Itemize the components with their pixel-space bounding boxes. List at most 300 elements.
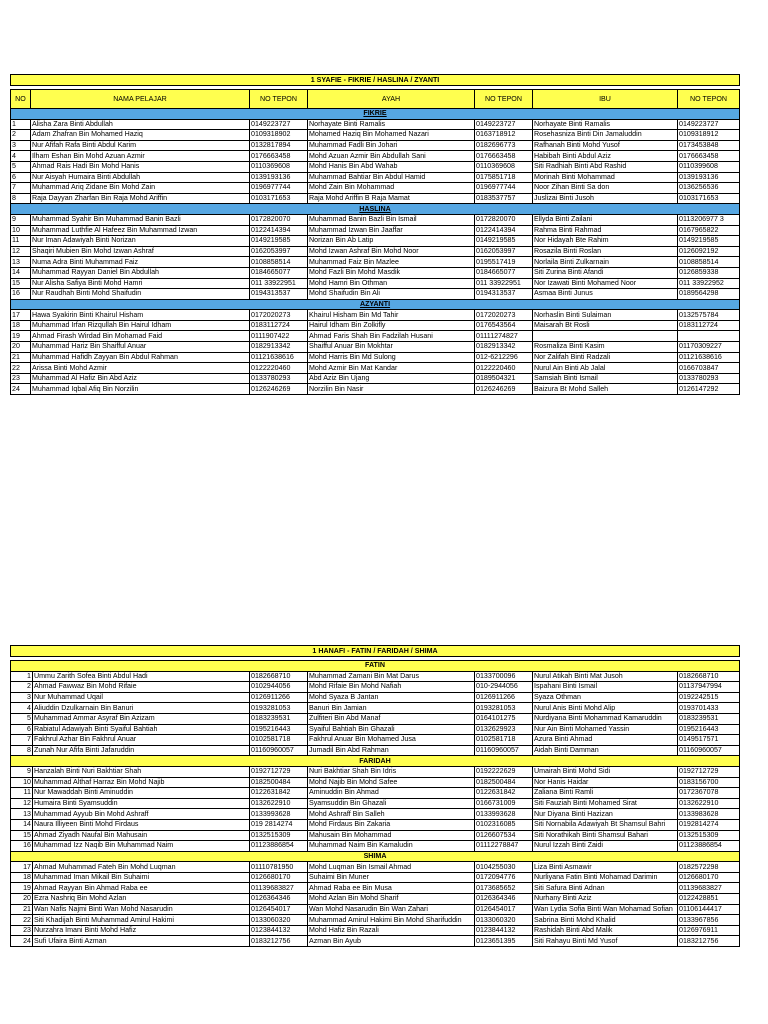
mother-phone: 01137947994 xyxy=(678,682,740,693)
mother-name: Asmaa Binti Junus xyxy=(533,289,678,300)
student-name: Muhammad Al Hafiz Bin Abd Aziz xyxy=(31,373,250,384)
mother-phone: 0126092192 xyxy=(678,246,740,257)
mother-name: Habibah Binti Abdul Aziz xyxy=(533,151,678,162)
table-row xyxy=(11,703,740,714)
student-name: Ilham Eshan Bin Mohd Azuan Azmir xyxy=(31,151,250,162)
table-row xyxy=(11,373,740,384)
mother-phone: 0139193136 xyxy=(678,172,740,183)
student-phone: 019 2814274 xyxy=(250,819,308,830)
mother-name: Rosazila Binti Roslan xyxy=(533,246,678,257)
student-no: 2 xyxy=(11,130,31,141)
student-phone: 0102581718 xyxy=(250,735,308,746)
mother-name: Nurul Anis Binti Mohd Alip xyxy=(533,703,678,714)
table-row xyxy=(11,257,740,268)
mother-name: Rashidah Binti Abd Malik xyxy=(533,925,678,936)
student-no: 6 xyxy=(11,724,33,735)
student-name: Muhammad Hariz Bin Shaifful Anuar xyxy=(31,342,250,353)
mother-phone: 01123886854 xyxy=(678,841,740,852)
mother-phone: 0126147292 xyxy=(678,384,740,395)
table-row xyxy=(11,320,740,331)
mother-name: Nurul Atikah Binti Mat Jusoh xyxy=(533,671,678,682)
student-phone: 0132817894 xyxy=(250,140,308,151)
father-name: Mohd Harris Bin Md Sulong xyxy=(308,352,475,363)
mother-phone: 0149223727 xyxy=(678,119,740,130)
group-name: FATIN xyxy=(11,661,740,672)
student-name: Arissa Binti Mohd Azmir xyxy=(31,363,250,374)
student-name: Nur Raudhah Binti Mohd Shaifudin xyxy=(31,289,250,300)
student-name: Nur Mawaddah Binti Aminuddin xyxy=(33,788,250,799)
mother-phone: 0126680170 xyxy=(678,872,740,883)
table-row xyxy=(11,246,740,257)
table-row xyxy=(11,809,740,820)
student-name: Ahmad Firash Wirdad Bin Mohamad Faid xyxy=(31,331,250,342)
student-phone: 0194313537 xyxy=(250,289,308,300)
father-phone: 0123844132 xyxy=(475,925,533,936)
table-row xyxy=(11,777,740,788)
table-title-row xyxy=(11,646,740,657)
student-no: 5 xyxy=(11,161,31,172)
table-row xyxy=(11,872,740,883)
mother-phone: 0132622910 xyxy=(678,798,740,809)
student-no: 5 xyxy=(11,713,33,724)
father-name: Ahmad Raba ee Bin Musa xyxy=(308,883,475,894)
student-phone: 01110781950 xyxy=(250,862,308,873)
student-name: Muhammad Althaf Harraz Bin Mohd Najib xyxy=(33,777,250,788)
mother-name: Nur Ain Binti Mohamed Yassin xyxy=(533,724,678,735)
mother-phone: 0126976911 xyxy=(678,925,740,936)
student-phone: 0162053997 xyxy=(250,246,308,257)
student-no: 7 xyxy=(11,183,31,194)
group-name: FARIDAH xyxy=(11,756,740,767)
student-no: 12 xyxy=(11,246,31,257)
father-name: Muhammad Bahtiar Bin Abdul Hamid xyxy=(308,172,475,183)
mother-name: Siti Radhiah Binti Abd Rashid xyxy=(533,161,678,172)
father-name: Ahmad Faris Shah Bin Fadzilah Husani xyxy=(308,331,475,342)
father-name: Mohd Hamri Bin Othman xyxy=(308,278,475,289)
father-phone: 0182913342 xyxy=(475,342,533,353)
father-phone: 0173685652 xyxy=(475,883,533,894)
student-name: Ummu Zarith Sofea Binti Abdul Hadi xyxy=(33,671,250,682)
student-no: 8 xyxy=(11,745,33,756)
student-name: Muhammad Iqbal Afiq Bin Norzilin xyxy=(31,384,250,395)
mother-phone: 0122428851 xyxy=(678,894,740,905)
mother-name: Norhayate Binti Ramalis xyxy=(533,119,678,130)
mother-phone: 0192814274 xyxy=(678,819,740,830)
mother-name: Nor Zalifah Binti Radzali xyxy=(533,352,678,363)
mother-name: Aidah Binti Damman xyxy=(533,745,678,756)
father-name: Khairul Hisham Bin Md Tahir xyxy=(308,310,475,321)
mother-name: Wan Lydia Sofia Binti Wan Mohamad Sofian xyxy=(533,904,678,915)
student-no: 11 xyxy=(11,236,31,247)
student-no: 12 xyxy=(11,798,33,809)
mother-phone: 01121638616 xyxy=(678,352,740,363)
student-name: Muhammad Rayyan Daniel Bin Abdullah xyxy=(31,267,250,278)
table-row xyxy=(11,724,740,735)
student-no: 16 xyxy=(11,289,31,300)
father-name: Jumadil Bin Abd Rahman xyxy=(308,745,475,756)
group-header-row xyxy=(11,299,740,310)
father-phone: 0182500484 xyxy=(475,777,533,788)
mother-name: Nor Hanis Haidar xyxy=(533,777,678,788)
mother-phone: 0176663458 xyxy=(678,151,740,162)
father-phone: 0196977744 xyxy=(475,183,533,194)
student-no: 22 xyxy=(11,915,33,926)
father-phone: 0175851718 xyxy=(475,172,533,183)
mother-name: Nor Hidayah Bte Rahim xyxy=(533,236,678,247)
table-row xyxy=(11,713,740,724)
student-phone: 0172020273 xyxy=(250,310,308,321)
table-row xyxy=(11,925,740,936)
mother-name: Siti Norathikah Binti Shamsul Bahari xyxy=(533,830,678,841)
student-phone: 0149223727 xyxy=(250,119,308,130)
mother-name: Liza Binti Asmawir xyxy=(533,862,678,873)
father-name: Mohd Azuan Azmir Bin Abdullah Sani xyxy=(308,151,475,162)
father-phone: 0176663458 xyxy=(475,151,533,162)
father-phone: 0176543564 xyxy=(475,320,533,331)
father-phone: 0104255030 xyxy=(475,862,533,873)
father-phone: 012-6212296 xyxy=(475,352,533,363)
student-name: Nur Aisyah Humaira Binti Abdullah xyxy=(31,172,250,183)
student-no: 17 xyxy=(11,862,33,873)
student-no: 15 xyxy=(11,278,31,289)
table-row xyxy=(11,172,740,183)
student-name: Muhammad Izz Naqib Bin Muhammad Naim xyxy=(33,841,250,852)
father-phone: 0123651395 xyxy=(475,936,533,947)
student-name: Hanzalah Binti Nuri Bakhtiar Shah xyxy=(33,766,250,777)
father-phone: 0172094776 xyxy=(475,872,533,883)
mother-name: Juslizai Binti Jusoh xyxy=(533,193,678,204)
mother-phone: 0108858514 xyxy=(678,257,740,268)
student-phone: 0183239531 xyxy=(250,713,308,724)
father-phone: 0182696773 xyxy=(475,140,533,151)
student-no: 4 xyxy=(11,151,31,162)
student-no: 6 xyxy=(11,172,31,183)
father-phone: 0163718912 xyxy=(475,130,533,141)
student-name: Naura Illiyeen Binti Mohd Firdaus xyxy=(33,819,250,830)
mother-phone: 0133780293 xyxy=(678,373,740,384)
student-name: Nurzahra Imani Binti Mohd Hafiz xyxy=(33,925,250,936)
father-phone: 0102581718 xyxy=(475,735,533,746)
father-phone: 0194313537 xyxy=(475,289,533,300)
father-name: Mohd Syaza B Jantan xyxy=(308,692,475,703)
student-name: Muhammad Ariq Zidane Bin Mohd Zain xyxy=(31,183,250,194)
table-row xyxy=(11,841,740,852)
father-phone: 0172820070 xyxy=(475,214,533,225)
mother-phone: 0110399608 xyxy=(678,161,740,172)
table-row xyxy=(11,352,740,363)
father-name: Aminuddin Bin Ahmad xyxy=(308,788,475,799)
class-table-1-syafie xyxy=(10,74,740,395)
student-phone: 0132622910 xyxy=(250,798,308,809)
mother-name: Siti Safura Binti Adnan xyxy=(533,883,678,894)
student-phone: 0182913342 xyxy=(250,342,308,353)
student-no: 14 xyxy=(11,267,31,278)
student-name: Nur Afifah Rafa Binti Abdul Karim xyxy=(31,140,250,151)
table-row xyxy=(11,819,740,830)
father-phone: 0193281053 xyxy=(475,703,533,714)
table-row xyxy=(11,267,740,278)
class-table-2-hanafi xyxy=(10,645,740,947)
table-row xyxy=(11,289,740,300)
mother-phone: 0149517571 xyxy=(678,735,740,746)
student-name: Ahmad Ziyadh Naufal Bin Mahusain xyxy=(33,830,250,841)
group-header-row xyxy=(11,756,740,767)
student-name: Humaira Binti Syamsuddin xyxy=(33,798,250,809)
father-phone: 0184665077 xyxy=(475,267,533,278)
table-row xyxy=(11,278,740,289)
father-name: Muhammad Faiz Bin Mazlee xyxy=(308,257,475,268)
student-no: 3 xyxy=(11,140,31,151)
mother-name: Samsiah Binti Ismail xyxy=(533,373,678,384)
group-name: HASLINA xyxy=(11,204,740,215)
student-name: Wan Nafis Najmi Binti Wan Mohd Nasarudin xyxy=(33,904,250,915)
student-phone: 0196977744 xyxy=(250,183,308,194)
student-phone: 0103171653 xyxy=(250,193,308,204)
table-row xyxy=(11,915,740,926)
student-name: Muhammad Syahir Bin Muhammad Banin Bazli xyxy=(31,214,250,225)
table-row xyxy=(11,788,740,799)
student-no: 24 xyxy=(11,384,31,395)
student-name: Nur Alisha Safiya Binti Mohd Hamri xyxy=(31,278,250,289)
father-phone: 0122220460 xyxy=(475,363,533,374)
father-phone: 01112278847 xyxy=(475,841,533,852)
father-name: Muhammad Izwan Bin Jaaffar xyxy=(308,225,475,236)
father-phone: 0149219585 xyxy=(475,236,533,247)
mother-name: Ellyda Binti Zailani xyxy=(533,214,678,225)
student-no: 10 xyxy=(11,225,31,236)
header-row xyxy=(11,90,740,109)
student-name: Muhammad Ammar Asyraf Bin Azizam xyxy=(33,713,250,724)
table-title: 1 SYAFIE - FIKRIE / HASLINA / ZYANTI xyxy=(11,75,740,86)
group-name: SHIMA xyxy=(11,851,740,862)
father-phone: 0133060320 xyxy=(475,915,533,926)
table-row xyxy=(11,225,740,236)
student-no: 20 xyxy=(11,342,31,353)
father-name: Mahusain Bin Mohammad xyxy=(308,830,475,841)
mother-phone: 01106144417 xyxy=(678,904,740,915)
mother-phone: 0182572298 xyxy=(678,862,740,873)
student-name: Ahmad Rais Hadi Bin Mohd Hanis xyxy=(31,161,250,172)
table-row xyxy=(11,682,740,693)
father-phone: 0132629923 xyxy=(475,724,533,735)
mother-phone: 0133967856 xyxy=(678,915,740,926)
mother-name: Nurul Ain Binti Ab Jalal xyxy=(533,363,678,374)
father-phone: 0126246269 xyxy=(475,384,533,395)
father-name: Mohd Hafiz Bin Razali xyxy=(308,925,475,936)
father-phone: 0126364346 xyxy=(475,894,533,905)
student-no: 11 xyxy=(11,788,33,799)
student-phone: 0109318902 xyxy=(250,130,308,141)
mother-phone: 0183112724 xyxy=(678,320,740,331)
father-name: Syamsuddin Bin Ghazali xyxy=(308,798,475,809)
student-phone: 0182668710 xyxy=(250,671,308,682)
father-name: Wan Mohd Nasarudin Bin Wan Zahari xyxy=(308,904,475,915)
student-phone: 01121638616 xyxy=(250,352,308,363)
father-name: Norzilin Bin Nasir xyxy=(308,384,475,395)
father-phone: 0110369608 xyxy=(475,161,533,172)
father-phone: 0189504321 xyxy=(475,373,533,384)
student-phone: 0122414394 xyxy=(250,225,308,236)
father-phone: 0122631842 xyxy=(475,788,533,799)
father-phone: 0183537757 xyxy=(475,193,533,204)
father-name: Norizan Bin Ab Latip xyxy=(308,236,475,247)
student-phone: 0102944056 xyxy=(250,682,308,693)
table-title-row xyxy=(11,75,740,86)
student-phone: 0133993628 xyxy=(250,809,308,820)
table-row xyxy=(11,894,740,905)
group-header-row xyxy=(11,851,740,862)
student-name: Rabiatul Adawiyah Binti Syaiful Bahtiah xyxy=(33,724,250,735)
table-row xyxy=(11,151,740,162)
mother-phone: 0167965822 xyxy=(678,225,740,236)
mother-phone: 0195216443 xyxy=(678,724,740,735)
father-name: Mohamed Haziq Bin Mohamed Nazari xyxy=(308,130,475,141)
student-name: Sufi Ufaira Binti Azman xyxy=(33,936,250,947)
mother-name: Noor Zihan Binti Sa don xyxy=(533,183,678,194)
father-phone: 0166731009 xyxy=(475,798,533,809)
father-phone: 0172020273 xyxy=(475,310,533,321)
table-row xyxy=(11,193,740,204)
father-name: Shaifful Anuar Bin Mokhtar xyxy=(308,342,475,353)
father-name: Muhammad Fadli Bin Johari xyxy=(308,140,475,151)
mother-name: Morinah Binti Mohammad xyxy=(533,172,678,183)
mother-name: Baizura Bt Mohd Salleh xyxy=(533,384,678,395)
column-header: AYAH xyxy=(308,90,475,109)
student-name: Zunah Nur Afifa Binti Jafaruddin xyxy=(33,745,250,756)
father-phone: 01111274827 xyxy=(475,331,533,342)
mother-phone: 0103171653 xyxy=(678,193,740,204)
father-name: Mohd Fazli Bin Mohd Masdik xyxy=(308,267,475,278)
table-row xyxy=(11,904,740,915)
mother-name: Syaza Othman xyxy=(533,692,678,703)
mother-phone: 0182668710 xyxy=(678,671,740,682)
father-phone: 0133700096 xyxy=(475,671,533,682)
student-phone: 01139683827 xyxy=(250,883,308,894)
table-row xyxy=(11,830,740,841)
mother-phone: 0193701433 xyxy=(678,703,740,714)
student-name: Muhammad Iman Mikail Bin Suhaimi xyxy=(33,872,250,883)
student-no: 18 xyxy=(11,320,31,331)
mother-phone: 0173453848 xyxy=(678,140,740,151)
mother-phone: 0113206977 3 xyxy=(678,214,740,225)
column-header: NO TEPON xyxy=(250,90,308,109)
mother-name: Ispahani Binti Ismail xyxy=(533,682,678,693)
mother-phone: 0183212756 xyxy=(678,936,740,947)
mother-name: Zaliana Binti Ramli xyxy=(533,788,678,799)
student-phone: 0122631842 xyxy=(250,788,308,799)
table-title: 1 HANAFI - FATIN / FARIDAH / SHIMA xyxy=(11,646,740,657)
student-phone: 0132515309 xyxy=(250,830,308,841)
student-no: 10 xyxy=(11,777,33,788)
mother-name: Umairah Binti Mohd Sidi xyxy=(533,766,678,777)
student-phone: 0172820070 xyxy=(250,214,308,225)
student-name: Ahmad Rayyan Bin Ahmad Raba ee xyxy=(33,883,250,894)
mother-phone: 0109318912 xyxy=(678,130,740,141)
father-name: Nuri Bakhtiar Shah Bin Idris xyxy=(308,766,475,777)
table-row xyxy=(11,692,740,703)
father-phone: 011 33922951 xyxy=(475,278,533,289)
father-name: Muhammad Banin Bazli Bin Ismail xyxy=(308,214,475,225)
father-phone: 0126607534 xyxy=(475,830,533,841)
student-no: 9 xyxy=(11,214,31,225)
student-no: 4 xyxy=(11,703,33,714)
student-phone: 0183212756 xyxy=(250,936,308,947)
father-phone: 01160960057 xyxy=(475,745,533,756)
student-name: Nur Iman Adawiyah Binti Norizan xyxy=(31,236,250,247)
mother-name: Norhaslin Binti Sulaiman xyxy=(533,310,678,321)
table-row xyxy=(11,310,740,321)
student-name: Siti Khadijah Binti Muhammad Amirul Hakimi xyxy=(33,915,250,926)
father-name: Abd Aziz Bin Ujang xyxy=(308,373,475,384)
mother-name: Siti Fauziah Binti Mohamed Sirat xyxy=(533,798,678,809)
student-no: 22 xyxy=(11,363,31,374)
column-header: NO TEPON xyxy=(475,90,533,109)
mother-name: Rafhanah Binti Mohd Yusof xyxy=(533,140,678,151)
student-name: Numa Adra Binti Muhammad Faiz xyxy=(31,257,250,268)
student-no: 16 xyxy=(11,841,33,852)
mother-name: Siti Zurina Binti Afandi xyxy=(533,267,678,278)
father-name: Mohd Rifaie Bin Mohd Nafiah xyxy=(308,682,475,693)
father-name: Zulfiteri Bin Abd Manaf xyxy=(308,713,475,724)
student-phone: 0126911266 xyxy=(250,692,308,703)
father-name: Mohd Izwan Ashraf Bin Mohd Noor xyxy=(308,246,475,257)
student-no: 23 xyxy=(11,373,31,384)
table-row xyxy=(11,735,740,746)
mother-phone: 0189564298 xyxy=(678,289,740,300)
father-phone: 0102316085 xyxy=(475,819,533,830)
student-phone: 0123844132 xyxy=(250,925,308,936)
student-name: Muhammad Irfan Rizqullah Bin Hairul Idham xyxy=(31,320,250,331)
student-name: Hawa Syakirin Binti Khairul Hisham xyxy=(31,310,250,321)
father-phone: 010-2944056 xyxy=(475,682,533,693)
table-row xyxy=(11,798,740,809)
father-name: Azman Bin Ayub xyxy=(308,936,475,947)
student-phone: 0126246269 xyxy=(250,384,308,395)
student-phone: 0122220460 xyxy=(250,363,308,374)
student-name: Fakhrul Azhar Bin Fakhrul Anuar xyxy=(33,735,250,746)
student-phone: 0126454017 xyxy=(250,904,308,915)
table-row xyxy=(11,745,740,756)
student-no: 17 xyxy=(11,310,31,321)
father-name: Muhammad Zamani Bin Mat Darus xyxy=(308,671,475,682)
father-name: Banuri Bin Jamian xyxy=(308,703,475,714)
father-name: Mohd Ashraff Bin Salleh xyxy=(308,809,475,820)
father-phone: 0195517419 xyxy=(475,257,533,268)
student-no: 20 xyxy=(11,894,33,905)
mother-phone: 0192242515 xyxy=(678,692,740,703)
table-row xyxy=(11,119,740,130)
student-phone: 0126364346 xyxy=(250,894,308,905)
table-row xyxy=(11,140,740,151)
table-row xyxy=(11,183,740,194)
father-name: Mohd Hanis Bin Abd Wahab xyxy=(308,161,475,172)
mother-phone: 0166703847 xyxy=(678,363,740,374)
table-row xyxy=(11,384,740,395)
student-phone: 0182500484 xyxy=(250,777,308,788)
mother-name: Nurliyana Fatin Binti Mohamad Darimin xyxy=(533,872,678,883)
student-no: 15 xyxy=(11,830,33,841)
father-name: Mohd Azmir Bin Mat Kandar xyxy=(308,363,475,374)
student-phone: 0184665077 xyxy=(250,267,308,278)
student-name: Aliuddin Dzulkarnain Bin Banuri xyxy=(33,703,250,714)
mother-name: Rosmaliza Binti Kasim xyxy=(533,342,678,353)
student-phone: 0139193136 xyxy=(250,172,308,183)
table-row xyxy=(11,331,740,342)
student-phone: 0195216443 xyxy=(250,724,308,735)
mother-phone: 0183239531 xyxy=(678,713,740,724)
mother-phone: 0133983628 xyxy=(678,809,740,820)
table-row xyxy=(11,161,740,172)
